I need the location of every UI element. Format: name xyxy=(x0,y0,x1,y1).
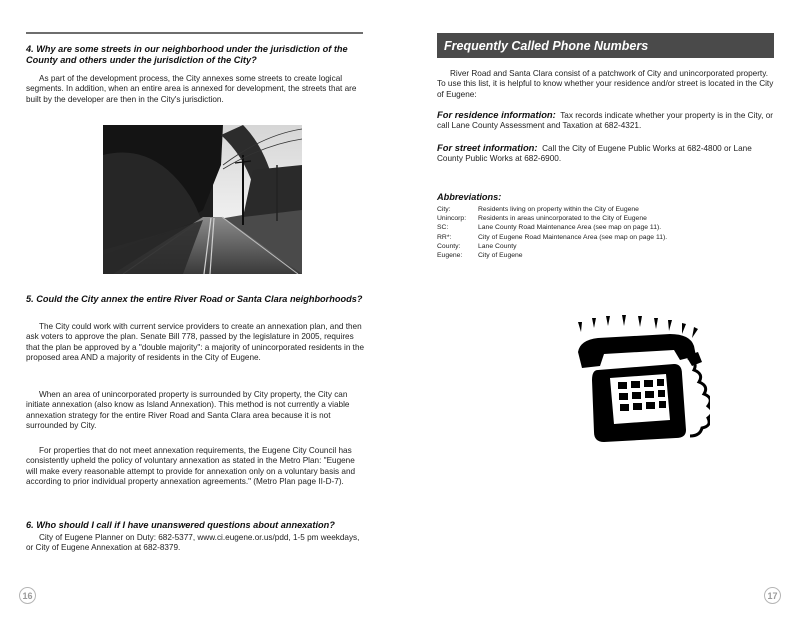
top-rule xyxy=(26,32,363,34)
abbreviation-row: SC: Lane County Road Maintenance Area (see map on page 11). xyxy=(437,224,662,232)
abbreviations-title: Abbreviations: xyxy=(437,192,502,202)
question-5-para-3: For properties that do not meet annexation requirements, the Eugene City Council has consistently upheld the policy of voluntary annexation as stated in the Metro Plan: "Eugene will make every reasonable attempt to provide for annexation only on a voluntary basis and according to prior individual property annexation agreements." (Metro Plan page II-D-7). xyxy=(26,446,356,487)
question-5-heading: 5. Could the City annex the entire River Road or Santa Clara neighborhoods? xyxy=(26,294,363,304)
right-page xyxy=(400,0,800,618)
question-4-body: As part of the development process, the City annexes some streets to create logical segments. In addition, when an entire area is annexed for development, the streets that are built by the developer are then in the City's jurisdiction. xyxy=(26,74,357,104)
question-5-para-2: When an area of unincorporated property is surrounded by City property, the City can initiate annexation (also know as Island Annexation). This method is not currently a viable annexation strategy for the entire River Road and Santa Clara area because it is not surrounded by City. xyxy=(26,390,350,431)
abbreviation-row: City: Residents living on property within the City of Eugene xyxy=(437,206,639,213)
abbreviation-row: Eugene: City of Eugene xyxy=(437,252,523,260)
telephone-ringing-icon xyxy=(570,312,710,450)
street-info: For street information: Call the City of Eugene Public Works at 682-4800 or Lane County Public Works at 682-6900. xyxy=(437,142,752,164)
page-number-left: 16 xyxy=(19,587,36,604)
question-6-heading: 6. Who should I call if I have unanswered questions about annexation? xyxy=(26,520,335,530)
question-4-heading: 4. Why are some streets in our neighborhood under the jurisdiction of the County and others under the jurisdiction of the City? xyxy=(26,44,348,66)
page-number-right: 17 xyxy=(764,587,781,604)
abbreviation-row: Unincorp: Residents in areas unincorporated to the City of Eugene xyxy=(437,215,647,223)
phone-numbers-banner: Frequently Called Phone Numbers xyxy=(437,33,774,58)
road-photo xyxy=(103,125,302,274)
question-6-body: City of Eugene Planner on Duty: 682-5377, www.ci.eugene.or.us/pdd, 1-5 pm weekdays, or City of Eugene Annexation at 682-8379. xyxy=(26,533,360,553)
street-info-label: For street information: xyxy=(437,142,538,153)
abbreviations-list xyxy=(437,205,777,260)
question-5-para-1: The City could work with current service providers to create an annexation plan, and then ask voters to approve the plan. Senate Bill 778, passed by the legislature in 2005, requires that the plan be approved by a "double majority": a majority of unincorporated residents in the proposed area AND a majority of residents in the City of Eugene. xyxy=(26,322,365,363)
residence-info: For residence information: Tax records indicate whether your property is in the City, or call Lane County Assessment and Taxation at 682-4321. xyxy=(437,109,774,131)
residence-info-label: For residence information: xyxy=(437,109,556,120)
abbreviation-row: County: Lane County xyxy=(437,242,517,250)
abbreviation-row: RR*: City of Eugene Road Maintenance Area (see map on page 11). xyxy=(437,233,668,241)
intro-paragraph: River Road and Santa Clara consist of a patchwork of City and unincorporated property. To use this list, it is helpful to know whether your residence and/or street is located in the City of Eugene: xyxy=(437,69,774,99)
